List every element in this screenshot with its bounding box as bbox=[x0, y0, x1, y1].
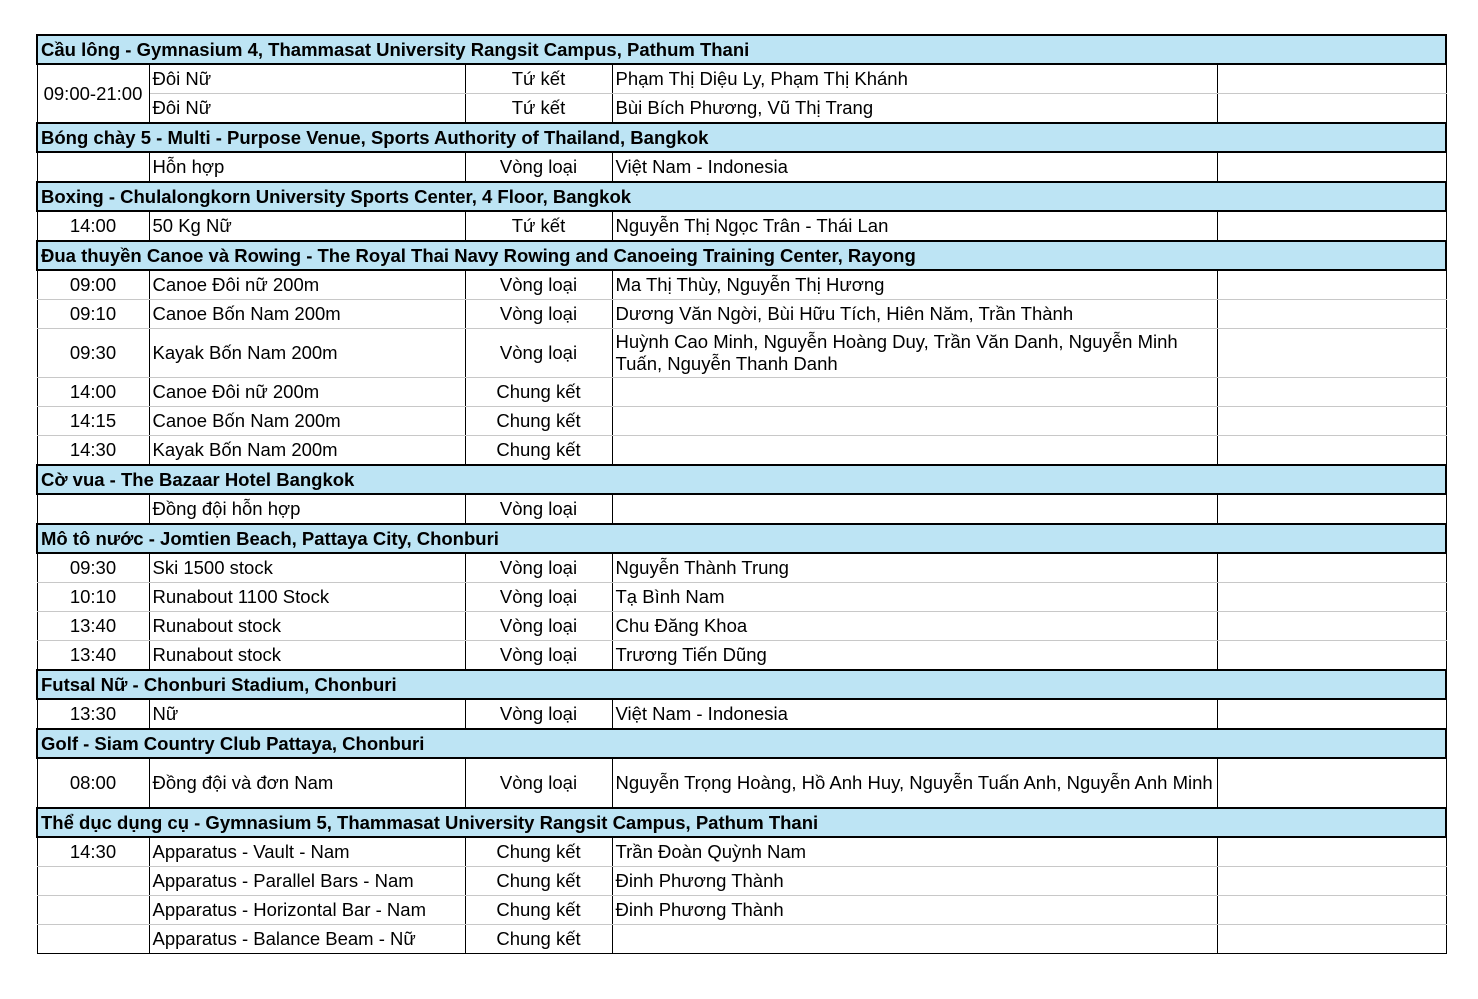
event-round: Chung kết bbox=[465, 378, 612, 407]
athletes bbox=[612, 378, 1217, 407]
section-title: Boxing - Chulalongkorn University Sports Center, 4 Floor, Bangkok bbox=[37, 182, 1446, 211]
athletes: Ma Thị Thùy, Nguyễn Thị Hương bbox=[612, 270, 1217, 300]
event-round: Vòng loại bbox=[465, 553, 612, 583]
event-time: 14:15 bbox=[37, 407, 149, 436]
schedule-row bbox=[37, 329, 1446, 378]
athletes: Bùi Bích Phương, Vũ Thị Trang bbox=[612, 94, 1217, 124]
event-time: 09:30 bbox=[37, 553, 149, 583]
schedule-row bbox=[37, 436, 1446, 466]
section-header bbox=[37, 241, 1446, 270]
extra-cell bbox=[1217, 583, 1446, 612]
event-time: 14:00 bbox=[37, 378, 149, 407]
athletes bbox=[612, 494, 1217, 524]
event-round: Chung kết bbox=[465, 436, 612, 466]
schedule-row bbox=[37, 64, 1446, 94]
extra-cell bbox=[1217, 612, 1446, 641]
event-name: Đồng đội và đơn Nam bbox=[149, 758, 465, 808]
event-round: Vòng loại bbox=[465, 699, 612, 729]
section-header bbox=[37, 670, 1446, 699]
athletes bbox=[612, 436, 1217, 466]
section-title: Thể dục dụng cụ - Gymnasium 5, Thammasat University Rangsit Campus, Pathum Thani bbox=[37, 808, 1446, 837]
athletes: Việt Nam - Indonesia bbox=[612, 152, 1217, 182]
extra-cell bbox=[1217, 329, 1446, 378]
event-name: Runabout stock bbox=[149, 641, 465, 671]
schedule-row bbox=[37, 300, 1446, 329]
event-time bbox=[37, 896, 149, 925]
event-round: Tứ kết bbox=[465, 211, 612, 241]
section-header bbox=[37, 465, 1446, 494]
schedule-body bbox=[37, 35, 1446, 954]
event-round: Vòng loại bbox=[465, 270, 612, 300]
event-name: Canoe Bốn Nam 200m bbox=[149, 300, 465, 329]
athletes bbox=[612, 925, 1217, 954]
event-name: Đôi Nữ bbox=[149, 64, 465, 94]
event-name: Apparatus - Parallel Bars - Nam bbox=[149, 867, 465, 896]
section-title: Golf - Siam Country Club Pattaya, Chonburi bbox=[37, 729, 1446, 758]
event-name: Canoe Đôi nữ 200m bbox=[149, 270, 465, 300]
event-time bbox=[37, 152, 149, 182]
event-name: Đôi Nữ bbox=[149, 94, 465, 124]
event-name: Runabout stock bbox=[149, 612, 465, 641]
event-round: Vòng loại bbox=[465, 758, 612, 808]
event-round: Vòng loại bbox=[465, 152, 612, 182]
extra-cell bbox=[1217, 867, 1446, 896]
event-time: 08:00 bbox=[37, 758, 149, 808]
athletes: Trần Đoàn Quỳnh Nam bbox=[612, 837, 1217, 867]
extra-cell bbox=[1217, 837, 1446, 867]
event-name: Ski 1500 stock bbox=[149, 553, 465, 583]
schedule-row bbox=[37, 211, 1446, 241]
event-name: Canoe Bốn Nam 200m bbox=[149, 407, 465, 436]
event-name: 50 Kg Nữ bbox=[149, 211, 465, 241]
athletes: Trương Tiến Dũng bbox=[612, 641, 1217, 671]
event-time bbox=[37, 494, 149, 524]
schedule-table bbox=[36, 34, 1447, 954]
extra-cell bbox=[1217, 211, 1446, 241]
event-round: Chung kết bbox=[465, 837, 612, 867]
event-name: Apparatus - Vault - Nam bbox=[149, 837, 465, 867]
event-round: Vòng loại bbox=[465, 612, 612, 641]
section-title: Bóng chày 5 - Multi - Purpose Venue, Sports Authority of Thailand, Bangkok bbox=[37, 123, 1446, 152]
extra-cell bbox=[1217, 925, 1446, 954]
event-round: Vòng loại bbox=[465, 329, 612, 378]
event-name: Apparatus - Balance Beam - Nữ bbox=[149, 925, 465, 954]
extra-cell bbox=[1217, 270, 1446, 300]
section-title: Cờ vua - The Bazaar Hotel Bangkok bbox=[37, 465, 1446, 494]
schedule-row bbox=[37, 925, 1446, 954]
event-round: Vòng loại bbox=[465, 641, 612, 671]
event-name: Kayak Bốn Nam 200m bbox=[149, 436, 465, 466]
athletes: Đinh Phương Thành bbox=[612, 867, 1217, 896]
athletes: Dương Văn Ngời, Bùi Hữu Tích, Hiên Năm, Trần Thành bbox=[612, 300, 1217, 329]
event-time: 13:30 bbox=[37, 699, 149, 729]
schedule-row bbox=[37, 758, 1446, 808]
extra-cell bbox=[1217, 699, 1446, 729]
event-name: Canoe Đôi nữ 200m bbox=[149, 378, 465, 407]
schedule-row bbox=[37, 612, 1446, 641]
event-round: Chung kết bbox=[465, 407, 612, 436]
athletes: Nguyễn Trọng Hoàng, Hồ Anh Huy, Nguyễn Tuấn Anh, Nguyễn Anh Minh bbox=[612, 758, 1217, 808]
schedule-row bbox=[37, 867, 1446, 896]
event-time: 13:40 bbox=[37, 612, 149, 641]
event-round: Chung kết bbox=[465, 925, 612, 954]
athletes: Huỳnh Cao Minh, Nguyễn Hoàng Duy, Trần Văn Danh, Nguyễn Minh Tuấn, Nguyễn Thanh Danh bbox=[612, 329, 1217, 378]
section-header bbox=[37, 808, 1446, 837]
extra-cell bbox=[1217, 494, 1446, 524]
section-header bbox=[37, 729, 1446, 758]
extra-cell bbox=[1217, 758, 1446, 808]
schedule-row bbox=[37, 641, 1446, 671]
extra-cell bbox=[1217, 553, 1446, 583]
schedule-row bbox=[37, 152, 1446, 182]
section-title: Cầu lông - Gymnasium 4, Thammasat University Rangsit Campus, Pathum Thani bbox=[37, 35, 1446, 64]
event-name: Nữ bbox=[149, 699, 465, 729]
event-name: Kayak Bốn Nam 200m bbox=[149, 329, 465, 378]
athletes: Tạ Bình Nam bbox=[612, 583, 1217, 612]
extra-cell bbox=[1217, 64, 1446, 94]
section-header bbox=[37, 524, 1446, 553]
event-time: 14:30 bbox=[37, 436, 149, 466]
athletes: Nguyễn Thị Ngọc Trân - Thái Lan bbox=[612, 211, 1217, 241]
event-time: 09:10 bbox=[37, 300, 149, 329]
extra-cell bbox=[1217, 152, 1446, 182]
event-round: Vòng loại bbox=[465, 583, 612, 612]
event-round: Vòng loại bbox=[465, 300, 612, 329]
event-time: 14:00 bbox=[37, 211, 149, 241]
athletes: Chu Đăng Khoa bbox=[612, 612, 1217, 641]
section-title: Futsal Nữ - Chonburi Stadium, Chonburi bbox=[37, 670, 1446, 699]
athletes: Phạm Thị Diệu Ly, Phạm Thị Khánh bbox=[612, 64, 1217, 94]
athletes: Đinh Phương Thành bbox=[612, 896, 1217, 925]
extra-cell bbox=[1217, 300, 1446, 329]
schedule-row bbox=[37, 583, 1446, 612]
extra-cell bbox=[1217, 94, 1446, 124]
event-round: Vòng loại bbox=[465, 494, 612, 524]
athletes: Nguyễn Thành Trung bbox=[612, 553, 1217, 583]
athletes: Việt Nam - Indonesia bbox=[612, 699, 1217, 729]
event-name: Apparatus - Horizontal Bar - Nam bbox=[149, 896, 465, 925]
event-round: Tứ kết bbox=[465, 94, 612, 124]
schedule-row bbox=[37, 699, 1446, 729]
schedule-row bbox=[37, 378, 1446, 407]
schedule-sheet bbox=[36, 34, 1445, 954]
schedule-row bbox=[37, 94, 1446, 124]
section-header bbox=[37, 123, 1446, 152]
event-time: 13:40 bbox=[37, 641, 149, 671]
event-time: 14:30 bbox=[37, 837, 149, 867]
schedule-row bbox=[37, 494, 1446, 524]
extra-cell bbox=[1217, 896, 1446, 925]
section-header bbox=[37, 182, 1446, 211]
event-time: 09:30 bbox=[37, 329, 149, 378]
section-title: Mô tô nước - Jomtien Beach, Pattaya City, Chonburi bbox=[37, 524, 1446, 553]
extra-cell bbox=[1217, 436, 1446, 466]
event-time bbox=[37, 925, 149, 954]
event-time: 10:10 bbox=[37, 583, 149, 612]
athletes bbox=[612, 407, 1217, 436]
event-round: Tứ kết bbox=[465, 64, 612, 94]
event-time: 09:00 bbox=[37, 270, 149, 300]
event-name: Hỗn hợp bbox=[149, 152, 465, 182]
section-title: Đua thuyền Canoe và Rowing - The Royal Thai Navy Rowing and Canoeing Training Center, Rayong bbox=[37, 241, 1446, 270]
event-name: Đồng đội hỗn hợp bbox=[149, 494, 465, 524]
extra-cell bbox=[1217, 641, 1446, 671]
extra-cell bbox=[1217, 407, 1446, 436]
schedule-row bbox=[37, 553, 1446, 583]
event-name: Runabout 1100 Stock bbox=[149, 583, 465, 612]
section-header bbox=[37, 35, 1446, 64]
event-round: Chung kết bbox=[465, 896, 612, 925]
event-time: 09:00-21:00 bbox=[37, 64, 149, 123]
schedule-row bbox=[37, 837, 1446, 867]
schedule-row bbox=[37, 407, 1446, 436]
extra-cell bbox=[1217, 378, 1446, 407]
schedule-row bbox=[37, 270, 1446, 300]
schedule-row bbox=[37, 896, 1446, 925]
event-round: Chung kết bbox=[465, 867, 612, 896]
event-time bbox=[37, 867, 149, 896]
